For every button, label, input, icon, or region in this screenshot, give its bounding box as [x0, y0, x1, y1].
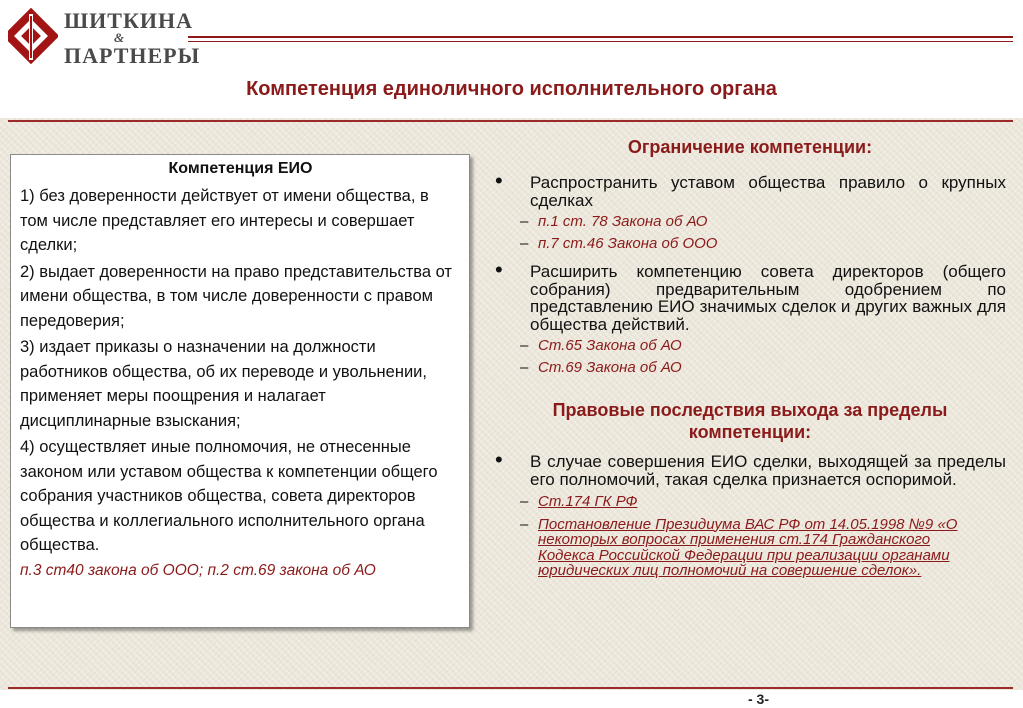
bullet-text: В случае совершения ЕИО сделки, выходящей за пределы его полномочий, такая сделка признается оспоримой.	[530, 452, 1006, 489]
bullet-icon: •	[495, 447, 503, 472]
competence-item: 4) осуществляет иные полномочия, не отнесенные законом или уставом общества к компетенции общего собрания участников общества, совета директоров общества и коллегиального исполнительного органа общества.	[20, 438, 438, 554]
dash-icon: –	[520, 234, 529, 252]
competence-item: 2) выдает доверенности на право представительства от имени общества, в том числе доверенности с правом передоверия;	[20, 262, 452, 330]
brand-line1: ШИТКИНА	[64, 8, 194, 33]
header-divider-thin	[188, 41, 1013, 42]
law-reference: п.3 ст40 закона об ООО; п.2 ст.69 закона об АО	[20, 561, 376, 579]
sub-reference	[494, 338, 1006, 354]
brand-line2: ПАРТНЕРЫ	[64, 43, 201, 68]
dash-icon: –	[520, 337, 529, 354]
company-logo-icon	[8, 8, 58, 68]
panel-title: Компетенция ЕИО	[168, 160, 313, 177]
bullet-item	[494, 257, 1006, 334]
reference-text: п.1 ст. 78 Закона об АО	[538, 213, 708, 230]
bullet-icon: •	[495, 257, 503, 282]
bullet-icon: •	[495, 168, 503, 193]
dash-icon: –	[520, 515, 529, 533]
page-title: Компетенция единоличного исполнительного органа	[246, 78, 777, 100]
header-divider	[188, 36, 1013, 38]
section-title-limitation: Ограничение компетенции:	[627, 137, 873, 157]
reference-text: Ст.65 Закона об АО	[538, 337, 682, 354]
dash-icon: –	[520, 358, 529, 376]
dash-icon: –	[520, 213, 529, 230]
bullet-item	[494, 447, 1006, 489]
dash-icon: –	[520, 493, 529, 510]
reference-text: Ст.69 Закона об АО	[538, 358, 682, 376]
competence-item: 1) без доверенности действует от имени общества, в том числе представляет его интересы и совершает сделки;	[20, 187, 429, 254]
section-title-consequences: Правовые последствия выхода за пределы компетенции:	[552, 400, 948, 442]
sub-reference	[494, 494, 1006, 510]
brand-ampersand: &	[114, 30, 126, 45]
header	[0, 0, 1023, 118]
sub-reference	[494, 214, 1006, 230]
reference-link[interactable]: Ст.174 ГК РФ	[538, 493, 638, 510]
content-bottom-divider	[8, 687, 1013, 689]
sub-reference	[494, 517, 1006, 579]
reference-text: п.7 ст.46 Закона об ООО	[538, 234, 718, 252]
competence-item: 3) издает приказы о назначении на должности работников общества, об их переводе и увольнении, применяет меры поощрения и налагает дисциплинарные взыскания;	[20, 338, 427, 430]
eio-competence-panel	[10, 154, 470, 628]
bullet-text: Расширить компетенцию совета директоров (общего собрания) предварительным одобрением по представлению ЕИО значимых сделок и других важных для общества действий.	[530, 262, 1006, 334]
right-panel	[494, 134, 1006, 579]
sub-reference	[494, 236, 1006, 252]
bullet-item	[494, 168, 1006, 210]
reference-link[interactable]: Постановление Президиума ВАС РФ от 14.05.1998 №9 «О некоторых вопросах применения ст.174 Гражданского Кодекса Российской Федерации при реализации органами юридических лиц полномочий на совершение сделок».	[538, 515, 958, 579]
content-top-divider	[8, 120, 1013, 122]
sub-reference	[494, 360, 1006, 376]
bullet-text: Распространить уставом общества правило о крупных сделках	[530, 173, 1006, 210]
footer	[0, 690, 1023, 708]
page-number: - 3-	[748, 691, 769, 707]
